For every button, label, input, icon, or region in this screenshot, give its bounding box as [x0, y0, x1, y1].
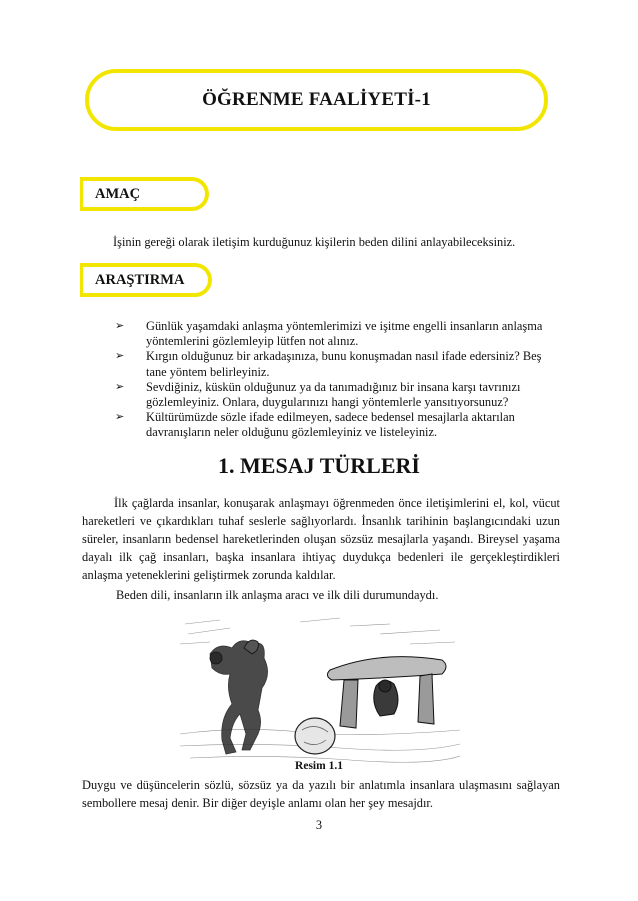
- paragraph-1: İlk çağlarda insanlar, konuşarak anlaşmayı öğrenmeden önce iletişimlerini el, kol, vücut hareketleri ve çıkardıkları tuhaf seslerle sağlıyorlardı. İnsanlık tarihinin başlangıcındaki uzun süreler, insanların bedensel hareketlerinden oluşan sözsüz mesajlarla yaşandı. Bireysel yaşama dayalı ilk çağ insanları, başka insanlara ihtiyaç duydukça bedenleri ile gerçekleştirdikleri anlaşma yeteneklerini geliştirmek zorunda kaldılar.: [82, 496, 560, 582]
- list-item-text: Günlük yaşamdaki anlaşma yöntemlerimizi ve işitme engelli insanların anlaşma yöntemlerini gözlemleyip lütfen not alınız.: [146, 319, 543, 349]
- list-item-text: Sevdiğiniz, küskün olduğunuz ya da tanımadığınız bir insana karşı tavrınızı gözlemleyiniz. Onlara, duygularınızı hangi yöntemlerle yansıtıyorsunuz?: [146, 379, 521, 410]
- list-item: [115, 349, 565, 379]
- banner-title: ÖĞRENME FAALİYETİ-1: [202, 89, 431, 110]
- section-heading: 1. MESAJ TÜRLERİ: [218, 453, 420, 478]
- activity-banner: [85, 69, 548, 131]
- figure-caption: Resim 1.1: [295, 760, 343, 772]
- amac-tag: [80, 177, 209, 211]
- arastirma-tag: [80, 263, 212, 297]
- list-item: [115, 319, 565, 349]
- list-item: [115, 380, 565, 410]
- paragraph-2: Beden dili, insanların ilk anlaşma aracı ve ilk dili durumundaydı.: [116, 588, 439, 602]
- arrow-bullet-icon: ➢: [115, 350, 125, 363]
- arrow-bullet-icon: ➢: [115, 411, 125, 424]
- arrow-bullet-icon: ➢: [115, 380, 125, 393]
- cave-people-illustration: [180, 614, 460, 764]
- research-list: [115, 319, 565, 441]
- paragraph-3: Duygu ve düşüncelerin sözlü, sözsüz ya da yazılı bir anlatımla insanlara ulaşmasını sağlayan sembollere mesaj denir. Bir diğer deyişle anlamı olan her şey mesajdır.: [82, 778, 560, 810]
- amac-label: AMAÇ: [95, 185, 141, 202]
- arastirma-label: ARAŞTIRMA: [95, 271, 185, 288]
- page-number: 3: [315, 818, 323, 832]
- list-item-text: Kırgın olduğunuz bir arkadaşınıza, bunu konuşmadan nasıl ifade edersiniz? Beş tane yöntem belirleyiniz.: [146, 349, 542, 379]
- list-item: [115, 410, 565, 440]
- list-item-text: Kültürümüzde sözle ifade edilmeyen, sadece bedensel mesajlarla aktarılan davranışların neler olduğunu gözlemleyiniz ve listeleyiniz.: [146, 410, 515, 440]
- amac-text: İşinin gereği olarak iletişim kurduğunuz kişilerin beden dilini anlayabileceksiniz.: [113, 235, 516, 249]
- arrow-bullet-icon: ➢: [115, 320, 125, 332]
